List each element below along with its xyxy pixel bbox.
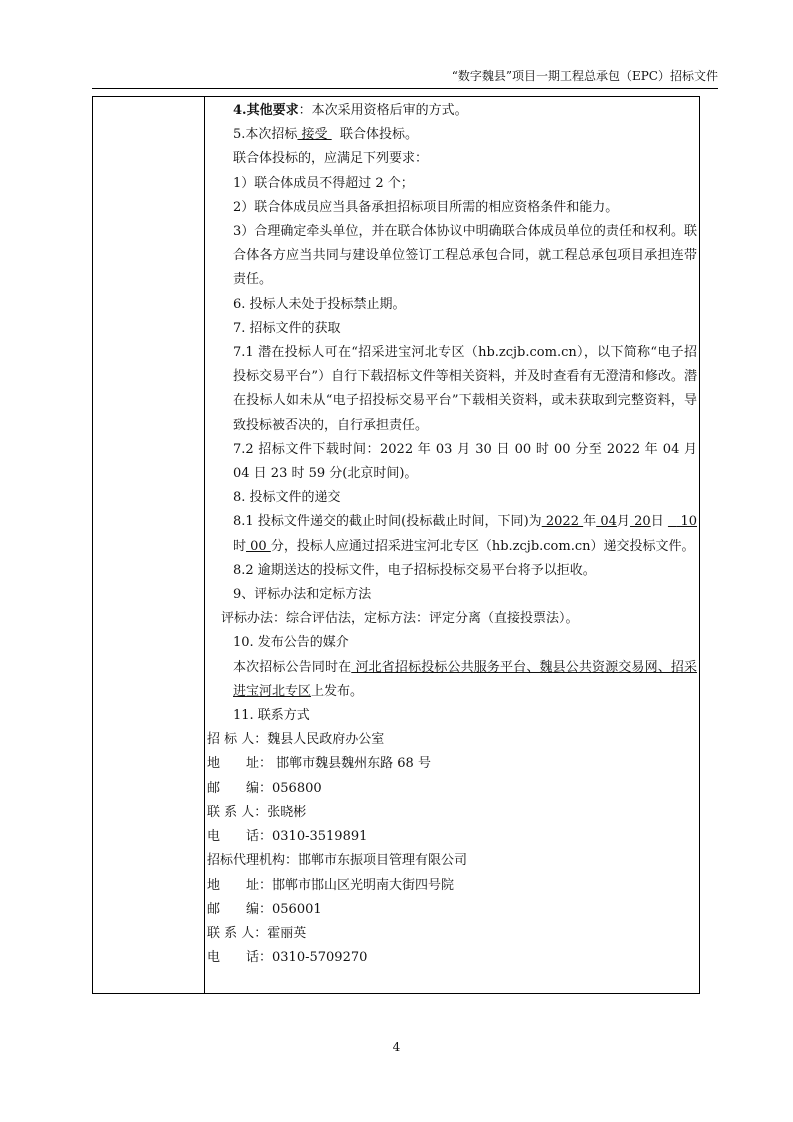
submit-8-2: 8.2 逾期送达的投标文件，电子招标投标交易平台将予以拒收。 — [233, 562, 596, 578]
contact-tenderer: 招 标 人：魏县人民政府办公室 — [207, 732, 385, 748]
evaluation-text: 评标办法：综合评估法，定标方法：评定分离（直接投票法）。 — [221, 611, 579, 627]
agency-name: 招标代理机构：邯郸市东振项目管理有限公司 — [207, 853, 468, 869]
page-number: 4 — [392, 1040, 401, 1054]
page-header — [92, 68, 718, 84]
obtain-7-2: 7.2 招标文件下载时间：2022 年 03 月 30 日 00 时 00 分至 2022 年 04 月 04 日 23 时 59 分(北京时间)。 — [233, 441, 697, 482]
document-title: “数字魏县”项目一期工程总承包（EPC）招标文件 — [451, 69, 718, 83]
evaluation-title: 9、评标办法和定标方法 — [233, 587, 372, 603]
agency-tel: 电 话：0310-5709270 — [207, 950, 368, 966]
consortium-req-2: 2）联合体成员应当具备承担招标项目所需的相应资格条件和能力。 — [233, 199, 619, 215]
contact-zip: 邮 编：056800 — [207, 780, 322, 796]
table-content-cell — [207, 99, 697, 970]
contact-title: 11. 联系方式 — [233, 708, 310, 724]
consortium-req-3: 3）合理确定牵头单位，并在联合体协议中明确联合体成员单位的责任和权利。联合体各方应当共同与建设单位签订工程总承包合同，就工程总承包项目承担连带责任。 — [233, 224, 697, 288]
agency-person: 联 系 人：霍丽英 — [207, 925, 307, 941]
agency-zip: 邮 编：056001 — [207, 901, 322, 917]
submit-8-1: 8.1 投标文件递交的截止时间(投标截止时间，下同)为 2022 年 04月 20日 10 时 00 分，投标人应通过招采进宝河北专区（hb.zcjb.com.cn）递交投标文件。 — [233, 514, 697, 554]
media-title: 10. 发布公告的媒介 — [233, 635, 349, 651]
consortium-intro: 联合体投标的，应满足下列要求： — [233, 151, 429, 167]
table-left-column — [93, 97, 205, 993]
consortium-value: 接受 — [297, 127, 332, 143]
header-rule — [92, 88, 718, 89]
content-table — [92, 96, 700, 994]
other-requirements: 4.其他要求：本次采用资格后审的方式。 — [233, 103, 468, 118]
consortium-req-1: 1）联合体成员不得超过 2 个； — [233, 175, 414, 191]
obtain-title: 7. 招标文件的获取 — [233, 320, 341, 336]
contact-tel: 电 话：0310-3519891 — [207, 829, 368, 845]
media-text: 本次招标公告同时在 河北省招标投标公共服务平台、魏县公共资源交易网、招采进宝河北专区上发布。 — [233, 659, 697, 699]
contact-address: 地 址： 邯郸市魏县魏州东路 68 号 — [207, 756, 431, 772]
media-value: 河北省招标投标公共服务平台、魏县公共资源交易网、招采进宝河北专区 — [233, 659, 697, 699]
consortium-line: 5.本次招标 接受 联合体投标。 — [233, 127, 418, 143]
agency-address: 地 址：邯郸市邯山区光明南大街四号院 — [207, 877, 455, 893]
obtain-7-1: 7.1 潜在投标人可在“招采进宝河北专区（hb.zcjb.com.cn），以下简称“电子招投标交易平台”）自行下载招标文件等相关资料，并及时查看有无澄清和修改。潜在投标人如未从“电子招投标交易平台”下载相关资料，或未获取到完整资料，导致投标被否决的，自行承担责任。 — [233, 345, 697, 433]
submit-title: 8. 投标文件的递交 — [233, 490, 341, 506]
bidding-ban: 6. 投标人未处于投标禁止期。 — [233, 296, 406, 312]
contact-person: 联 系 人：张晓彬 — [207, 804, 307, 820]
